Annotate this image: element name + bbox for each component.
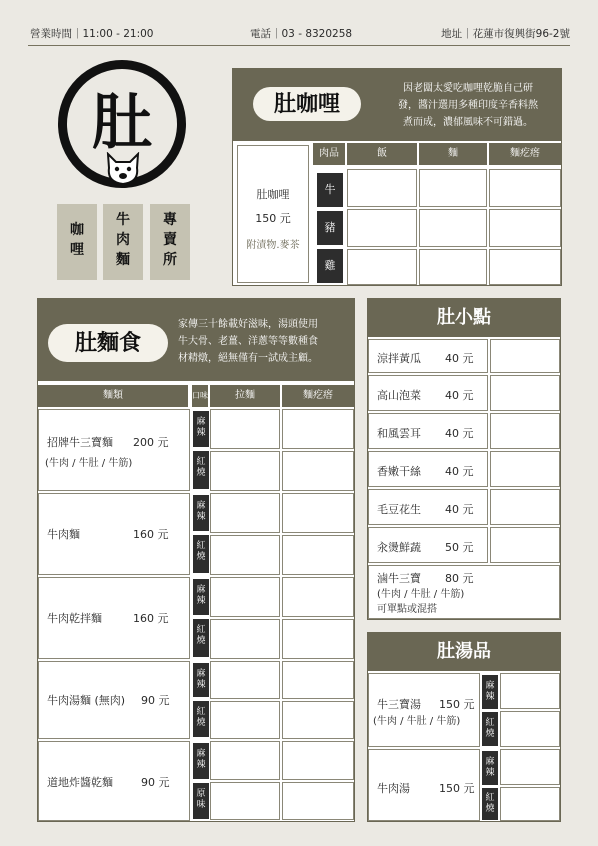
dumpling-cell[interactable]: [282, 701, 354, 739]
snack-qty-cell[interactable]: [490, 339, 560, 373]
curry-col-meat: 肉品: [313, 143, 345, 165]
curry-noodle-cell[interactable]: [419, 249, 487, 285]
snack-price: 40 元: [445, 427, 474, 440]
snack-item: [368, 527, 488, 563]
address: 地址｜花蓮市復興街96-2號: [441, 28, 570, 40]
flavor-chip-braised: 紅燒: [193, 451, 209, 489]
curry-item-name: 肚咖哩: [256, 188, 290, 201]
soup-qty-cell[interactable]: [500, 787, 560, 821]
curry-dumpling-cell[interactable]: [489, 169, 561, 207]
snack-name: 汆燙鮮蔬: [377, 541, 421, 554]
soup-section: [367, 632, 561, 822]
curry-rice-cell[interactable]: [347, 209, 417, 247]
noodle-col-dumpling: 麵疙瘩: [282, 385, 354, 407]
noodle-section: [37, 298, 355, 822]
curry-item-card: [237, 145, 309, 283]
meat-beef-chip: 牛: [317, 173, 343, 207]
snack-price: 40 元: [445, 503, 474, 516]
ramen-cell[interactable]: [210, 701, 280, 739]
flavor-chip-braised: 紅燒: [193, 535, 209, 573]
tag-beef-noodle: 牛 肉 麵: [103, 204, 143, 280]
meat-pork-chip: 豬: [317, 211, 343, 245]
snack-qty-cell[interactable]: [490, 527, 560, 563]
snack-name: 高山泡菜: [377, 389, 421, 402]
dumpling-cell[interactable]: [282, 619, 354, 659]
flavor-chip-spicy: 麻辣: [193, 579, 209, 615]
logo-character: 肚: [92, 88, 152, 158]
soup-sub: (牛肉 / 牛肚 / 牛筋): [373, 716, 461, 727]
soup-qty-cell[interactable]: [500, 673, 560, 709]
dog-mascot-icon: [105, 152, 141, 186]
snack-name: 滷牛三寶: [377, 572, 421, 585]
curry-section: [232, 68, 562, 286]
snack-price: 40 元: [445, 352, 474, 365]
tag-specialty: 專 賣 所: [150, 204, 190, 280]
curry-description: 因老闆太愛吃咖哩乾脆自己研 發，醬汁選用多種印度辛香料熬 煮而成，濃郁風味不可錯過。: [398, 83, 538, 128]
soup-item: [368, 673, 480, 747]
curry-col-noodle: 麵: [419, 143, 487, 165]
soup-name: 牛肉湯: [377, 782, 410, 795]
snack-name: 和風雲耳: [377, 427, 421, 440]
noodle-item-name: 牛肉乾拌麵: [47, 612, 102, 625]
snack-qty-cell[interactable]: [490, 375, 560, 411]
dumpling-cell[interactable]: [282, 741, 354, 780]
noodle-col-type: 麵類: [38, 385, 188, 407]
snack-section: [367, 298, 561, 620]
snack-qty-cell[interactable]: [490, 413, 560, 449]
flavor-chip-spicy: 麻辣: [193, 495, 209, 531]
curry-dumpling-cell[interactable]: [489, 249, 561, 285]
snack-qty-cell[interactable]: [490, 489, 560, 525]
ramen-cell[interactable]: [210, 409, 280, 449]
phone-number: 電話｜03 - 8320258: [250, 28, 353, 40]
dumpling-cell[interactable]: [282, 661, 354, 699]
tag-curry: 咖 哩: [57, 204, 97, 280]
noodle-item-card: [38, 577, 190, 659]
flavor-chip-spicy: 麻辣: [482, 675, 498, 709]
noodle-item-card: [38, 493, 190, 575]
noodle-description: 家傳三十餘載好滋味，湯頭使用 牛大骨、老薑、洋蔥等等數種食 材精燉，絕無僅有一試成主顧。: [178, 319, 318, 364]
flavor-chip-spicy: 麻辣: [193, 663, 209, 697]
dumpling-cell[interactable]: [282, 493, 354, 533]
flavor-chip-braised: 紅燒: [482, 712, 498, 746]
curry-header: [233, 69, 561, 141]
snack-price: 50 元: [445, 541, 474, 554]
soup-name: 牛三寶湯: [377, 698, 421, 711]
info-bar: [28, 22, 570, 46]
flavor-chip-braised: 紅燒: [193, 701, 209, 737]
snack-item: [368, 451, 488, 487]
soup-qty-cell[interactable]: [500, 749, 560, 785]
snack-sub: (牛肉 / 牛肚 / 牛筋): [377, 589, 465, 600]
ramen-cell[interactable]: [210, 493, 280, 533]
snack-name: 香嫩干絲: [377, 465, 421, 478]
noodle-item-price: 90 元: [141, 694, 170, 707]
ramen-cell[interactable]: [210, 619, 280, 659]
noodle-item-price: 160 元: [133, 612, 169, 625]
dumpling-cell[interactable]: [282, 535, 354, 575]
snack-item: [368, 489, 488, 525]
noodle-item-name: 牛肉麵: [47, 528, 80, 541]
flavor-chip-braised: 紅燒: [482, 788, 498, 820]
snack-item: [368, 375, 488, 411]
ramen-cell[interactable]: [210, 661, 280, 699]
snack-item: [368, 413, 488, 449]
meat-chicken-chip: 雞: [317, 249, 343, 283]
noodle-item-card: [38, 409, 190, 491]
soup-title: 肚湯品: [368, 633, 560, 671]
noodle-item-sub: (牛肉 / 牛肚 / 牛筋): [45, 458, 133, 469]
dumpling-cell[interactable]: [282, 451, 354, 491]
curry-item-price: 150 元: [255, 212, 291, 225]
dumpling-cell[interactable]: [282, 409, 354, 449]
noodle-item-card: [38, 661, 190, 739]
soup-qty-cell[interactable]: [500, 711, 560, 747]
soup-price: 150 元: [439, 782, 475, 795]
flavor-chip-braised: 紅燒: [193, 619, 209, 657]
noodle-col-flavor: 口味: [192, 385, 208, 407]
flavor-chip-spicy: 麻辣: [193, 411, 209, 447]
snack-item: [368, 339, 488, 373]
flavor-chip-spicy: 麻辣: [482, 751, 498, 785]
curry-item-note: 附漬物.麥茶: [246, 240, 300, 251]
noodle-title: 肚麵食: [48, 324, 168, 362]
business-hours: 營業時間｜11:00 - 21:00: [30, 28, 154, 40]
ramen-cell[interactable]: [210, 741, 280, 780]
snack-price: 40 元: [445, 389, 474, 402]
dumpling-cell[interactable]: [282, 782, 354, 820]
ramen-cell[interactable]: [210, 782, 280, 820]
snack-note: 可單點或混搭: [377, 604, 437, 615]
curry-col-rice: 飯: [347, 143, 417, 165]
curry-rice-cell[interactable]: [347, 249, 417, 285]
snack-qty-cell[interactable]: [490, 451, 560, 487]
snack-item: [368, 565, 560, 619]
curry-col-dumpling: 麵疙瘩: [489, 143, 561, 165]
snack-title: 肚小點: [368, 299, 560, 337]
flavor-chip-original: 原味: [193, 783, 209, 819]
ramen-cell[interactable]: [210, 577, 280, 617]
noodle-item-price: 90 元: [141, 776, 170, 789]
curry-noodle-cell[interactable]: [419, 209, 487, 247]
noodle-item-name: 招牌牛三寶麵: [47, 436, 113, 449]
noodle-item-card: [38, 741, 190, 821]
snack-price: 40 元: [445, 465, 474, 478]
snack-name: 涼拌黃瓜: [377, 352, 421, 365]
curry-dumpling-cell[interactable]: [489, 209, 561, 247]
curry-noodle-cell[interactable]: [419, 169, 487, 207]
snack-price: 80 元: [445, 572, 474, 585]
noodle-item-name: 道地炸醬乾麵: [47, 776, 113, 789]
dumpling-cell[interactable]: [282, 577, 354, 617]
curry-title: 肚咖哩: [253, 87, 361, 121]
noodle-item-name: 牛肉湯麵 (無肉): [47, 694, 126, 707]
noodle-item-price: 200 元: [133, 436, 169, 449]
noodle-item-price: 160 元: [133, 528, 169, 541]
curry-rice-cell[interactable]: [347, 169, 417, 207]
ramen-cell[interactable]: [210, 451, 280, 491]
soup-item: [368, 749, 480, 821]
soup-price: 150 元: [439, 698, 475, 711]
noodle-header: [38, 299, 354, 381]
flavor-chip-spicy: 麻辣: [193, 743, 209, 779]
snack-name: 毛豆花生: [377, 503, 421, 516]
noodle-col-ramen: 拉麵: [210, 385, 280, 407]
ramen-cell[interactable]: [210, 535, 280, 575]
